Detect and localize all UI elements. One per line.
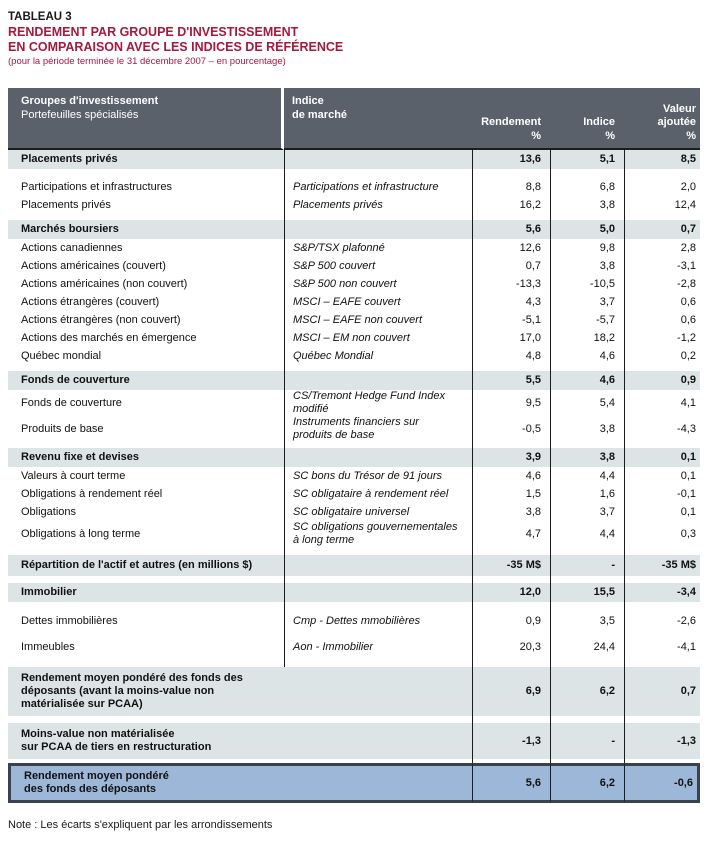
table-row	[8, 485, 700, 503]
header-row	[8, 88, 700, 150]
spacer-cell	[550, 169, 624, 178]
indice-cell: 18,2	[550, 329, 624, 347]
rendement-cell: 12,6	[472, 239, 550, 257]
valeur-ajoutee-cell: 0,7	[624, 220, 700, 239]
indice-cell: 6,2	[550, 667, 624, 716]
valeur-ajoutee-cell: 0,2	[624, 347, 700, 365]
indice-cell: 3,8	[550, 196, 624, 214]
rendement-cell: 4,7	[472, 521, 550, 547]
table-row	[8, 239, 700, 257]
table-row	[8, 257, 700, 275]
valeur-ajoutee-cell: -3,4	[624, 583, 700, 602]
spacer-cell	[472, 169, 550, 178]
spacer-cell	[8, 576, 284, 583]
indice-cell: 5,4	[550, 390, 624, 416]
indice-cell: 4,6	[550, 371, 624, 390]
spacer-cell	[284, 169, 472, 178]
indice-cell: -	[550, 723, 624, 759]
spacer-cell	[8, 716, 472, 723]
market-index-cell: SC obligataire à rendement réel	[284, 485, 472, 503]
indice-cell: 15,5	[550, 583, 624, 602]
group-label-cell: Obligations à rendement réel	[8, 485, 284, 503]
market-index-cell: Participations et infrastructure	[284, 178, 472, 196]
group-label-cell: Actions américaines (non couvert)	[8, 275, 284, 293]
header-line: Rendement	[481, 116, 541, 128]
table-row	[8, 416, 700, 442]
indice-cell: 5,0	[550, 220, 624, 239]
table-row	[8, 275, 700, 293]
table-row	[8, 521, 700, 547]
spacer-cell	[8, 169, 284, 178]
rendement-cell: 1,5	[472, 485, 550, 503]
market-index-cell	[284, 150, 472, 169]
group-label-cell: Actions américaines (couvert)	[8, 257, 284, 275]
report-heading-line1: RENDEMENT PAR GROUPE D'INVESTISSEMENT	[8, 25, 299, 39]
market-index-cell: CS/Tremont Hedge Fund Index modifié	[284, 390, 472, 416]
spacer-cell	[8, 660, 284, 667]
indice-cell: 4,4	[550, 467, 624, 485]
valeur-ajoutee-cell: 0,6	[624, 311, 700, 329]
section-row	[8, 150, 700, 169]
indice-cell: 5,1	[550, 150, 624, 169]
report-heading-line2: EN COMPARAISON AVEC LES INDICES DE RÉFÉRENCE	[8, 40, 344, 54]
spacer-cell	[550, 576, 624, 583]
spacer-cell	[624, 660, 700, 667]
spacer-cell	[550, 660, 624, 667]
group-label-cell: Actions étrangères (couvert)	[8, 293, 284, 311]
group-label-cell: Participations et infrastructures	[8, 178, 284, 196]
group-label-cell: Fonds de couverture	[8, 371, 284, 390]
table-row	[8, 311, 700, 329]
group-label-cell: Revenu fixe et devises	[8, 448, 284, 467]
group-label-cell: Rendement moyen pondéré des fonds des déposants	[8, 763, 472, 803]
group-label-cell: Actions étrangères (non couvert)	[8, 311, 284, 329]
valeur-ajoutee-cell: -2,6	[624, 608, 700, 634]
group-label-cell: Répartition de l'actif et autres (en millions $)	[8, 555, 284, 576]
rendement-cell: 5,6	[472, 220, 550, 239]
valeur-ajoutee-cell: 12,4	[624, 196, 700, 214]
spacer-cell	[472, 547, 550, 555]
rendement-cell: 3,9	[472, 448, 550, 467]
group-label-cell: Dettes immobilières	[8, 608, 284, 634]
indice-cell: 4,6	[550, 347, 624, 365]
header-line: ajoutée	[657, 116, 696, 128]
group-label-cell: Placements privés	[8, 150, 284, 169]
rendement-cell: 5,5	[472, 371, 550, 390]
valeur-ajoutee-cell: 0,9	[624, 371, 700, 390]
table-row	[8, 196, 700, 214]
indice-cell: -10,5	[550, 275, 624, 293]
valeur-ajoutee-cell: 2,8	[624, 239, 700, 257]
group-label-cell: Immobilier	[8, 583, 284, 602]
group-label-cell: Obligations à long terme	[8, 521, 284, 547]
group-label-cell: Marchés boursiers	[8, 220, 284, 239]
valeur-ajoutee-cell: 2,0	[624, 178, 700, 196]
table-row	[8, 390, 700, 416]
indice-cell: -	[550, 555, 624, 576]
table-row	[8, 347, 700, 365]
market-index-cell: MSCI – EAFE couvert	[284, 293, 472, 311]
table-body	[8, 150, 700, 803]
table-row	[8, 178, 700, 196]
table-row	[8, 608, 700, 634]
header-line: Indice	[292, 95, 324, 107]
valeur-ajoutee-cell: 8,5	[624, 150, 700, 169]
valeur-ajoutee-cell: -0,6	[624, 763, 700, 803]
valeur-ajoutee-cell: -4,1	[624, 634, 700, 660]
spacer-row	[8, 547, 700, 555]
valeur-ajoutee-cell: -4,3	[624, 416, 700, 442]
group-label-cell: Immeubles	[8, 634, 284, 660]
spacer-cell	[624, 547, 700, 555]
market-index-cell: SC bons du Trésor de 91 jours	[284, 467, 472, 485]
valeur-ajoutee-cell: 0,1	[624, 448, 700, 467]
table-row	[8, 293, 700, 311]
rendement-cell: 0,7	[472, 257, 550, 275]
header-line: de marché	[292, 108, 348, 121]
rendement-cell: 0,9	[472, 608, 550, 634]
section-row	[8, 555, 700, 576]
group-label-cell: Obligations	[8, 503, 284, 521]
section-row	[8, 667, 700, 716]
report-subtitle: (pour la période terminée le 31 décembre 2007 – en pourcentage)	[8, 56, 286, 67]
rendement-cell: -13,3	[472, 275, 550, 293]
col-header-indice-marche	[284, 88, 472, 150]
table-row	[8, 634, 700, 660]
rendement-cell: -35 M$	[472, 555, 550, 576]
spacer-cell	[624, 576, 700, 583]
market-index-cell	[284, 555, 472, 576]
rendement-cell: 16,2	[472, 196, 550, 214]
spacer-cell	[472, 716, 550, 723]
indice-cell: 3,8	[550, 416, 624, 442]
indice-cell: 6,8	[550, 178, 624, 196]
valeur-ajoutee-cell: -0,1	[624, 485, 700, 503]
spacer-cell	[550, 547, 624, 555]
indice-cell: -5,7	[550, 311, 624, 329]
valeur-ajoutee-cell: -35 M$	[624, 555, 700, 576]
market-index-cell: S&P 500 non couvert	[284, 275, 472, 293]
market-index-cell: Québec Mondial	[284, 347, 472, 365]
section-row	[8, 448, 700, 467]
market-index-cell	[284, 448, 472, 467]
performance-table	[8, 88, 700, 803]
table-label: TABLEAU 3	[8, 11, 72, 23]
group-label-cell: Moins-value non matérialisée sur PCAA de tiers en restructuration	[8, 723, 472, 759]
total-row	[8, 763, 700, 803]
rendement-cell: 17,0	[472, 329, 550, 347]
market-index-cell: SC obligataire universel	[284, 503, 472, 521]
indice-cell: 3,7	[550, 503, 624, 521]
rendement-cell: 3,8	[472, 503, 550, 521]
market-index-cell	[284, 583, 472, 602]
rendement-cell: 4,6	[472, 467, 550, 485]
group-label-cell: Québec mondial	[8, 347, 284, 365]
market-index-cell: Aon - Immobilier	[284, 634, 472, 660]
indice-cell: 3,5	[550, 608, 624, 634]
spacer-cell	[550, 716, 624, 723]
header-line: %	[686, 129, 696, 142]
spacer-cell	[284, 576, 472, 583]
valeur-ajoutee-cell: 0,7	[624, 667, 700, 716]
note: Note : Les écarts s'expliquent par les arrondissements	[8, 819, 273, 831]
valeur-ajoutee-cell: 0,1	[624, 503, 700, 521]
group-label-cell: Rendement moyen pondéré des fonds des déposants (avant la moins-value non matérialisée sur PCAA)	[8, 667, 472, 716]
indice-cell: 6,2	[550, 763, 624, 803]
market-index-cell: Cmp - Dettes mmobilières	[284, 608, 472, 634]
market-index-cell: S&P/TSX plafonné	[284, 239, 472, 257]
header-line: Groupes d'investissement	[21, 95, 159, 107]
indice-cell: 3,7	[550, 293, 624, 311]
section-row	[8, 220, 700, 239]
valeur-ajoutee-cell: -1,3	[624, 723, 700, 759]
valeur-ajoutee-cell: 0,6	[624, 293, 700, 311]
rendement-cell: -0,5	[472, 416, 550, 442]
group-label-cell: Produits de base	[8, 416, 284, 442]
rendement-cell: 9,5	[472, 390, 550, 416]
group-label-cell: Valeurs à court terme	[8, 467, 284, 485]
spacer-cell	[472, 576, 550, 583]
section-row	[8, 723, 700, 759]
header-line: Portefeuilles spécialisés	[21, 108, 139, 121]
rendement-cell: 13,6	[472, 150, 550, 169]
spacer-cell	[284, 660, 472, 667]
rendement-cell: 12,0	[472, 583, 550, 602]
indice-cell: 1,6	[550, 485, 624, 503]
rendement-cell: 6,9	[472, 667, 550, 716]
indice-cell: 4,4	[550, 521, 624, 547]
market-index-cell: SC obligations gouvernementales à long terme	[284, 521, 472, 547]
col-header-rendement	[472, 88, 550, 150]
market-index-cell: MSCI – EM non couvert	[284, 329, 472, 347]
col-header-indice	[550, 88, 624, 150]
spacer-cell	[624, 716, 700, 723]
spacer-cell	[624, 169, 700, 178]
indice-cell: 3,8	[550, 448, 624, 467]
indice-cell: 24,4	[550, 634, 624, 660]
valeur-ajoutee-cell: -1,2	[624, 329, 700, 347]
spacer-row	[8, 716, 700, 723]
rendement-cell: 5,6	[472, 763, 550, 803]
market-index-cell: Instruments financiers sur produits de base	[284, 416, 472, 442]
indice-cell: 3,8	[550, 257, 624, 275]
valeur-ajoutee-cell: 4,1	[624, 390, 700, 416]
spacer-cell	[284, 547, 472, 555]
market-index-cell: MSCI – EAFE non couvert	[284, 311, 472, 329]
spacer-cell	[472, 660, 550, 667]
valeur-ajoutee-cell: 0,1	[624, 467, 700, 485]
rendement-cell: -5,1	[472, 311, 550, 329]
market-index-cell: S&P 500 couvert	[284, 257, 472, 275]
group-label-cell: Actions des marchés en émergence	[8, 329, 284, 347]
header-line: Valeur	[662, 102, 696, 115]
spacer-row	[8, 576, 700, 583]
rendement-cell: 8,8	[472, 178, 550, 196]
market-index-cell	[284, 371, 472, 390]
header-line: %	[605, 129, 615, 142]
spacer-row	[8, 660, 700, 667]
valeur-ajoutee-cell: -2,8	[624, 275, 700, 293]
header-line: Indice	[583, 116, 615, 128]
valeur-ajoutee-cell: 0,3	[624, 521, 700, 547]
header-line: %	[531, 129, 541, 142]
rendement-cell: 4,8	[472, 347, 550, 365]
rendement-cell: 20,3	[472, 634, 550, 660]
spacer-row	[8, 169, 700, 178]
table-row	[8, 467, 700, 485]
group-label-cell: Actions canadiennes	[8, 239, 284, 257]
group-label-cell: Placements privés	[8, 196, 284, 214]
market-index-cell: Placements privés	[284, 196, 472, 214]
table-row	[8, 503, 700, 521]
spacer-cell	[8, 547, 284, 555]
col-header-groupes	[8, 88, 284, 150]
group-label-cell: Fonds de couverture	[8, 390, 284, 416]
section-row	[8, 371, 700, 390]
valeur-ajoutee-cell: -3,1	[624, 257, 700, 275]
section-row	[8, 583, 700, 602]
indice-cell: 9,8	[550, 239, 624, 257]
table-row	[8, 329, 700, 347]
rendement-cell: -1,3	[472, 723, 550, 759]
col-header-valeur-ajoutee	[624, 88, 700, 150]
market-index-cell	[284, 220, 472, 239]
rendement-cell: 4,3	[472, 293, 550, 311]
